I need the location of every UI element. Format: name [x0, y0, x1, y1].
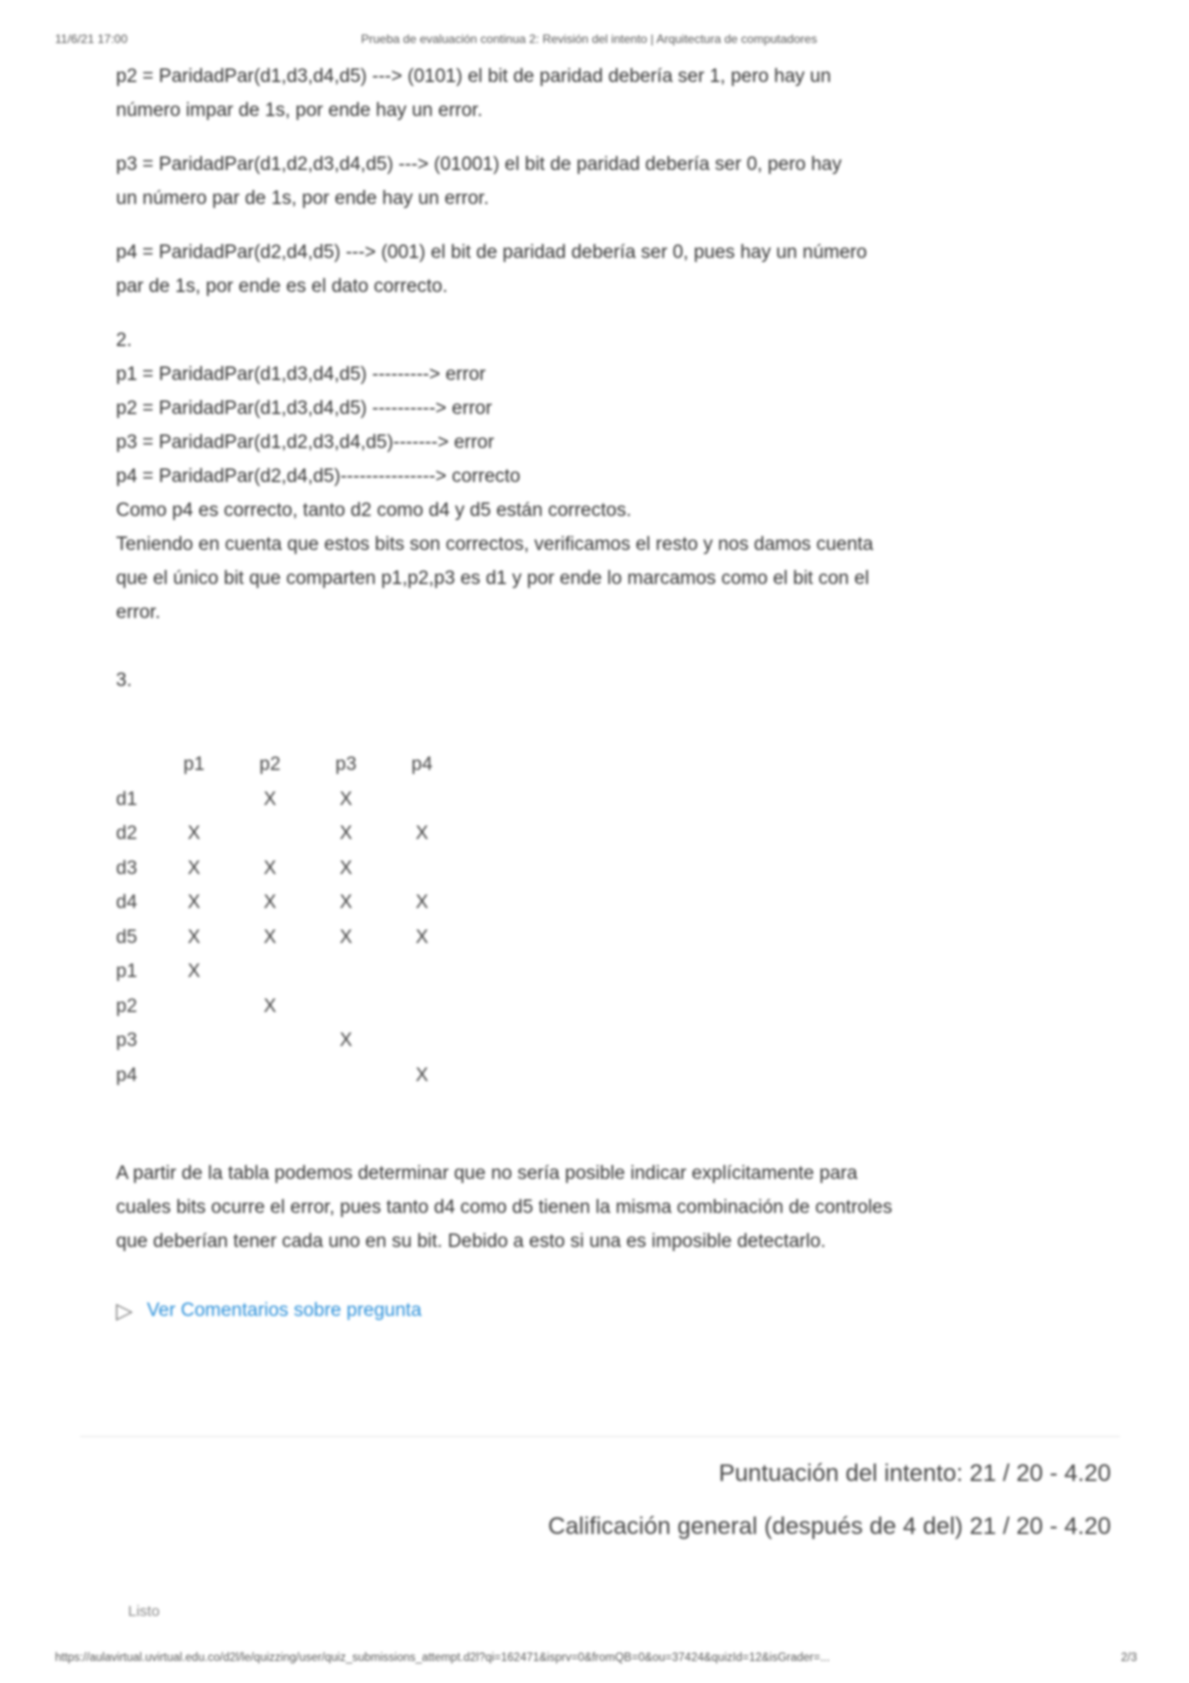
- table-row: [116, 955, 460, 990]
- table-cell: [232, 1024, 308, 1059]
- paragraph-p3: [116, 148, 1101, 216]
- table-cell: X: [187, 961, 201, 983]
- text-line: p3 = ParidadPar(d1,d2,d3,d4,d5) ---> (01001) el bit de paridad debería ser 0, pero hay: [116, 154, 842, 175]
- table-cell: X: [339, 857, 353, 879]
- text-line: p2 = ParidadPar(d1,d3,d4,d5) ---> (0101) el bit de paridad debería ser 1, pero hay un: [116, 66, 832, 87]
- section-divider: [80, 1436, 1120, 1437]
- table-cell: X: [415, 823, 429, 845]
- print-title: Prueba de evaluación continua 2: Revisión del intento | Arquitectura de computadores: [361, 32, 818, 46]
- table-cell: [156, 990, 232, 1025]
- table-cell: X: [263, 857, 277, 879]
- table-cell: [384, 955, 460, 990]
- text-line: Teniendo en cuenta que estos bits son correctos, verificamos el resto y nos damos cuenta: [116, 534, 874, 555]
- row-header: d1: [116, 788, 138, 810]
- row-header: d5: [116, 926, 138, 948]
- row-header: d2: [116, 823, 138, 845]
- print-header: [55, 28, 1137, 48]
- table-row: [116, 1024, 460, 1059]
- text-line: cuales bits ocurre el error, pues tanto d4 como d5 tienen la misma combinación de controles: [116, 1197, 893, 1218]
- table-cell: [232, 817, 308, 852]
- row-header: p3: [116, 1030, 138, 1052]
- table-row: [116, 921, 460, 956]
- table-row: [116, 783, 460, 818]
- column-header: p2: [259, 754, 281, 776]
- text-line: p3 = ParidadPar(d1,d2,d3,d4,d5)-------> error: [116, 432, 495, 453]
- answer-content: [116, 60, 1101, 698]
- feedback-link-label: Ver Comentarios sobre pregunta: [146, 1300, 422, 1321]
- text-line: un número par de 1s, por ende hay un error.: [116, 188, 489, 209]
- paragraph-p2: [116, 60, 1101, 128]
- section-2-body: [116, 358, 1101, 630]
- table-cell: X: [187, 823, 201, 845]
- table-row: [116, 817, 460, 852]
- table-cell: X: [263, 926, 277, 948]
- row-header: d4: [116, 892, 138, 914]
- row-header: p2: [116, 995, 138, 1017]
- text-line: número impar de 1s, por ende hay un error.: [116, 100, 483, 121]
- overall-grade: Calificación general (después de 4 del) 21 / 20 - 4.20: [547, 1513, 1111, 1540]
- table-cell: [384, 852, 460, 887]
- text-line: error.: [116, 602, 161, 623]
- table-cell: X: [415, 926, 429, 948]
- table-row: [116, 852, 460, 887]
- table-row: [116, 1059, 460, 1094]
- print-date: 11/6/21 17:00: [55, 32, 128, 46]
- table-cell: [232, 1059, 308, 1094]
- table-cell: X: [187, 857, 201, 879]
- attempt-score: Puntuación del intento: 21 / 20 - 4.20: [718, 1460, 1111, 1487]
- table-cell: [384, 1024, 460, 1059]
- table-cell: [308, 990, 384, 1025]
- table-cell: [156, 1059, 232, 1094]
- text-line: que deberían tener cada uno en su bit. Debido a esto si una es imposible detectarlo.: [116, 1231, 826, 1252]
- table-cell: [384, 990, 460, 1025]
- section-3-number: 3.: [116, 670, 132, 691]
- table-cell: X: [339, 1030, 353, 1052]
- view-feedback-link[interactable]: [116, 1298, 422, 1324]
- column-header: p3: [335, 754, 357, 776]
- parity-table: [116, 748, 460, 1093]
- section-2-number: 2.: [116, 330, 132, 351]
- table-cell: [384, 783, 460, 818]
- table-corner: [116, 748, 156, 783]
- table-cell: X: [263, 892, 277, 914]
- table-cell: [232, 955, 308, 990]
- table-cell: X: [415, 1064, 429, 1086]
- table-cell: X: [339, 823, 353, 845]
- column-header: p4: [411, 754, 433, 776]
- text-line: A partir de la tabla podemos determinar que no sería posible indicar explícitamente para: [116, 1163, 858, 1184]
- table-cell: X: [339, 892, 353, 914]
- table-cell: X: [415, 892, 429, 914]
- table-cell: X: [187, 926, 201, 948]
- text-line: que el único bit que comparten p1,p2,p3 es d1 y por ende lo marcamos como el bit con el: [116, 568, 870, 589]
- done-button[interactable]: Listo: [128, 1603, 160, 1620]
- text-line: p4 = ParidadPar(d2,d4,d5) ---> (001) el bit de paridad debería ser 0, pues hay un número: [116, 242, 867, 263]
- print-footer: [55, 1650, 1137, 1668]
- column-header: p1: [183, 754, 205, 776]
- paragraph-p4: [116, 236, 1101, 304]
- table-row: [116, 990, 460, 1025]
- table-cell: [156, 1024, 232, 1059]
- text-line: p2 = ParidadPar(d1,d3,d4,d5) ----------> error: [116, 398, 492, 419]
- parity-matrix: [116, 748, 460, 1093]
- table-cell: X: [263, 788, 277, 810]
- table-cell: X: [263, 995, 277, 1017]
- text-line: par de 1s, por ende es el dato correcto.: [116, 276, 448, 297]
- table-cell: X: [339, 788, 353, 810]
- print-url: https://aulavirtual.uvirtual.edu.co/d2l/le/quizzing/user/quiz_submissions_attempt.d2l?qi=162471&isprv=0&fromQB=0&ou=37424&quizId=12&isGrader=...: [55, 1652, 830, 1664]
- text-line: p4 = ParidadPar(d2,d4,d5)---------------> correcto: [116, 466, 521, 487]
- expand-arrow-icon: ▷: [116, 1298, 133, 1323]
- table-cell: [308, 955, 384, 990]
- text-line: p1 = ParidadPar(d1,d3,d4,d5) ---------> error: [116, 364, 486, 385]
- conclusion-paragraph: [116, 1157, 1101, 1259]
- row-header: d3: [116, 857, 138, 879]
- table-cell: [308, 1059, 384, 1094]
- row-header: p1: [116, 961, 138, 983]
- row-header: p4: [116, 1064, 138, 1086]
- table-row: [116, 886, 460, 921]
- table-cell: [156, 783, 232, 818]
- table-cell: X: [339, 926, 353, 948]
- table-cell: X: [187, 892, 201, 914]
- text-line: Como p4 es correcto, tanto d2 como d4 y d5 están correctos.: [116, 500, 632, 521]
- page-number: 2/3: [1121, 1652, 1137, 1664]
- table-header-row: [116, 748, 460, 783]
